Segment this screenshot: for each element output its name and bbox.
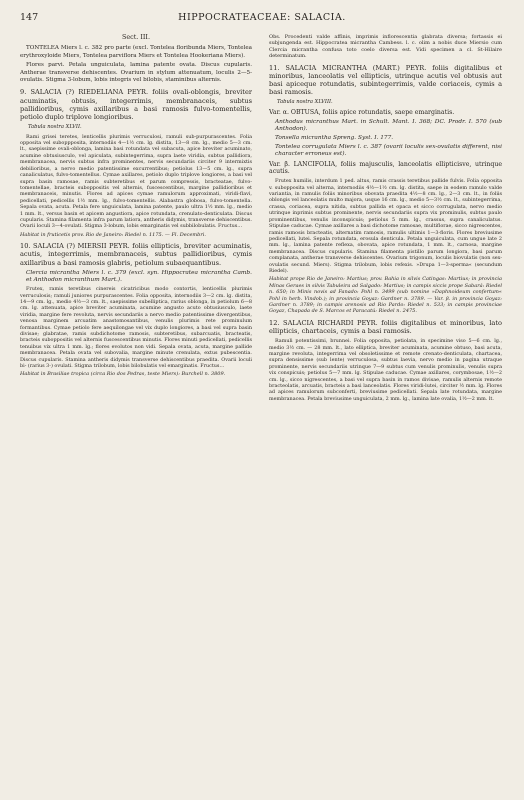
page-number: 147 — [20, 12, 39, 23]
plate-reference-9: Tabula nostra XLVII. — [28, 124, 82, 131]
species-description-9: Rami grisei teretes, lenticellis plurimis verruculosi, ramuli sub-purpurascentes. Folia opposita vel suboppposita, internodiis 4—1½ cm. lg. distita, 13—8 cm. lg., medio 5—3 cm. lt., saepissime ovali-oblonga, lamina basi rotundata vel subacuta, apice breviter acuminato, acumine obtusiusculo, vel apiculata, subintegerrima, supra laete viridia, subtus pallidiora, membranacea, nervis subtus infra prominentes, nervis secundariis circiter 9 intermixtis debilioribus, a nervo medio patentissime excurrentibus; petiolus 13—5 cm. lg., supra canaliculatus, fulvo-tomentellus. Cymae axillares, petiolo duplo triplove longiores, a basi vel supra basin ramosae, ramis subteretibus et parum compressis, bracteatae, fulvo-tomentellae, bracteis suboppositis vel alternis, fuscescentibus, margine pallidioribus et membranaceis, minutis. Flores ad apices cymae ramulorum approximati, viridi-flavi, pedicellati, pedicellis 1½ mm. lg., fulvo-tomentellis. Alabastra globosa, fulvo-tomentella. Sepala ovata, acuta. Petala fere unguiculata, lamina patente, paulo ultra 1½ mm. lg., medio 1 mm. lt., versus basin et apicem angustiora, apice rotundata, crenulato-denticulata. Discus cupularis. Stamina filamenta infra parum latiora, antheris didymis, transverse dehiscentibus. Ovarii loculi 3—4-ovulati. Stigma 3-lobum, lobis emarginatis vel subbilobulatis. Fructus… — [20, 133, 252, 230]
species-heading-11: 11. SALACIA MICRANTHA (MART.) PEYR. foliis digitalibus et minoribus, lanceolatis vel ellipticis, utrinque acutis vel obtusis aut basi apiceque rotundatis, subintegerrimis, valde coriaceis, cymis a basi ramosis. — [269, 63, 502, 97]
habitat-10: Habitat in Brasiliae tropica (circa Rio dos Pedras, teste Miers): Burchell n. 3809. — [20, 371, 226, 378]
running-title: HIPPOCRATEACEAE: SALACIA. — [178, 12, 346, 23]
synonym-alpha-1: Anthodus micranthus Mart. in Schult. Mant. I. 368; DC. Prodr. I. 570 (sub Anthodon). — [275, 118, 502, 132]
observation-note: Obs. Procedenti valde affinis, imprimis inflorescentia glabrata diversa; fortassis ei subjungenda est. Hippocratea micrantha Cambess. l. c. olim a nobis duce Miersio cum Clercia micrantha confusa toto coelo diversa est. Vidi specimen a cl. St-Hilaire determinatum. — [269, 34, 502, 60]
synonym-alpha-2: Tonsella micrantha Spreng. Syst. I. 177. — [275, 135, 394, 142]
plate-reference-11: Tabula nostra XLVIII. — [277, 99, 333, 106]
synonym-10: Clercia micrantha Miers l. c. 379 (excl. syn. Hippocratea micrantha Camb. et Anthodon micranthum Mart.). — [26, 269, 252, 283]
right-column — [269, 34, 502, 786]
left-column — [20, 34, 252, 786]
variety-alpha: Var. α. OBTUSA, foliis apice rotundatis, saepe emarginatis. — [269, 108, 455, 116]
page-header — [20, 12, 504, 26]
species-heading-10: 10. SALACIA (?) MIERSII PEYR. foliis ellipticis, breviter acuminatis, acutis, integerrimis, membranaceis, subtus pallidioribus, cymis axillaribus a basi ramosis glabris, petiolum subaequantibus. — [20, 242, 252, 267]
species-heading-9: 9. SALACIA (?) RIEDELIANA PEYR. foliis ovali-oblongis, breviter acuminatis, obtusis, integerrimis, membranaceis, subtus pallidioribus, cymis axillaribus a basi ramosis fulvo-tomentellis, petiolo duplo triplove longioribus. — [20, 88, 252, 122]
section-heading: Sect. III. — [122, 34, 150, 41]
genus-synonymy: TONTELEA Miers l. c. 382 pro parte (excl. Tontelea floribunda Miers, Tontelea erythroxyloide Miers, Tontelea parviflora Miers et Tontelea Hookeriana Miers). — [20, 45, 252, 59]
species-heading-12: 12. SALACIA RICHARDI PEYR. foliis digitalibus et minoribus, lato ellipticis, chartaceis, cymis a basi ramosis. — [269, 318, 502, 335]
synonym-alpha-3: Tontelea corrugulata Miers l. c. 387 (ovarii loculis sex-ovulatis different, nisi character erroneus est). — [275, 144, 502, 158]
species-description-10: Frutex, ramis teretibus cinereis cicatricibus modo contortis, lenticellis plurimis verruculosis; ramuli juniores purpurascentes. Folia opposita, internodiis 3—2 cm. lg. distita, 14—9 cm. lg., medio 4½—3 cm. lt., saepissime subelliptica, rarius oblonga, in petiolum 6—8 cm. lg. attenuata, apice breviter acuminata, acumine angusto acuto obtusiusculo, laete viridia, margine fere revoluta, nervis secundariis a nervo medio patentissime divergentibus, venosa marginem arcuatim anastomosantibus, venulis plurimis rete prominulum formantibus. Cymae petiolo fere aequilongae vel vix duplo longiores, a basi vel supra basin divisae; glabratae, ramis subdichotome ramosis, subteretibus, subarcuatis, bracteatis, bracteis suboppositis vel alternis fuscescentibus minutis. Flores minuti pedicellati, pedicellis tenuibus vix ultra 1 mm. lg.; flores evolutos non vidi. Sepala ovata, acuta, margine pallide membranacea. Petala ovata vel subovalia, margine minute crenulata, extus pubescentia. Discus cupularis. Stamina antheris didymis transverse dehiscentibus praedita. Ovarii loculi bi- (rarius 3-) ovulati. Stigma trilobum, lobis bilobulatis vel emarginatis. Fructus… — [20, 286, 252, 370]
habitat-11: Habitat prope Rio de Janeiro: Martius; prov. Bahia in silvis Catingas: Martius; in provincia Minas Geraes in silvis Tabuleira ad Salgado: Martius; in campis siccis prope Sabará: Riedel n. 650; in Minis novis ad Fanado: Pohl n. 3499 (sub nomine »Daphnoideum confertum« Pohl in herb. Vindob.); in provincia Goyaz: Gardner n. 3789. — Var. β. in provincia Goyaz: Gardner n. 3789; in campis arenosis ad Rio Pardo: Riedel n. 533; in campis provinciae Goyaz, Chapada de S. Marcos et Paracatú: Riedel n. 2475. — [269, 276, 502, 315]
species-description-12: Ramuli potentissimi, brunnei. Folia opposita, petiolata, in specimine viso 5—6 cm. lg., medio 3½ cm. — 28 mm. lt., lato elliptica, breviter acuminata, acumine obtuso, basi acuta, margine revoluta, integerrima vel obsoletissime et remote crenato-denticulata, chartacea, supra densissime (sub lente) verruculosa, subtus laevia, nervo medio in pagina utraque prominente, nervis secundariis utrinque 7—9 subtus cum venulis prominulis, venulis supra vix conspicuis; petiolus 5—7 mm. lg. Stipulae caducae. Cymae axillares, corymbosae, 1½—2 cm. lg., sicco nigrescentes, a basi vel supra basin in ramos divisae, ramulis alternis remote bracteolatis, arcuatis, bracteis a basi lanceolatis. Flores viridi-lutei, circiter ½ mm. lg. Flores ad apices ramulorum subconferti, breviusime pedicellati. Sepala late rotundata, margine membranacea. Petala breviusime unguiculata, 2 mm. lg., lamina late ovalia, 1½—2 mm. lt. — [269, 338, 502, 402]
species-description-11: Frutex humilis, interdum 1 ped. altus, ramis crassis teretibus pallide fulvis. Folia opposita v. subopposita vel alterna, internodiis 4½—1½ cm. lg. distita, saepe in eodem ramulo valde variantia, in ramulis foliis minoribus obovata praedita 4½—8 cm. lg., 2—3 cm. lt., in foliis oblongis vel lanceolatis multo majora, usque 16 cm. lg., medio 5—3½ cm. lt., subintegerrima, crassa, coriacea, supra nitida, subtus pallida et opaca et sicco corrugulata, nervo medio utrinque inprimis subtus prominente, nervis secundariis supra vix prominulis, subtus paulo prominentibus, venulis inconspicuis; petiolus 5 mm. lg., crassus, supra canaliculatus. Stipulae caducae. Cymae axillares a basi dichotome ramosae, multiflorae, sicco nigrescentes, ramis ramosis bracteatis, alternatim ramosis, ramulis ultimis 1—3-floris. Flores breviusime pedicellati, lutei. Sepala rotundata, erosula denticula. Petala unguiculata, cum ungue late 2 mm. lg., lamina patente reflexa, obovata, apice rotundata, 1 mm. lt., carnosa, margine membranacea. Discus cupularis. Stamina filamenta pistillo parum longiora, basi parum complanata, antherae transverse dehiscentes. Ovarium trigonum, loculis biovulatis (non sex-ovulatis secund. Miers). Stigma trilobum, lobis refexis. »Drupa 1—3-sperma« (secundum Riedel). — [269, 178, 502, 274]
variety-beta: Var. β. LANCIFOLIA, foliis majusculis, lanceolatis ellipticisve, utrinque acutis. — [269, 160, 502, 176]
habitat-9: Habitat in fruticetis prov. Rio de Janeiro: Riedel n. 1175. — Fl. Decembri. — [20, 231, 206, 238]
section-description: Flores parvi. Petala unguiculata, lamina patente ovata. Discus cupularis. Antherae transverse dehiscentes. Ovarium in stylum attenuatum, loculis 2—5-ovulatis. Stigma 3-lobum, lobis integris vel bilobis, staminibus alternis. — [20, 62, 252, 84]
